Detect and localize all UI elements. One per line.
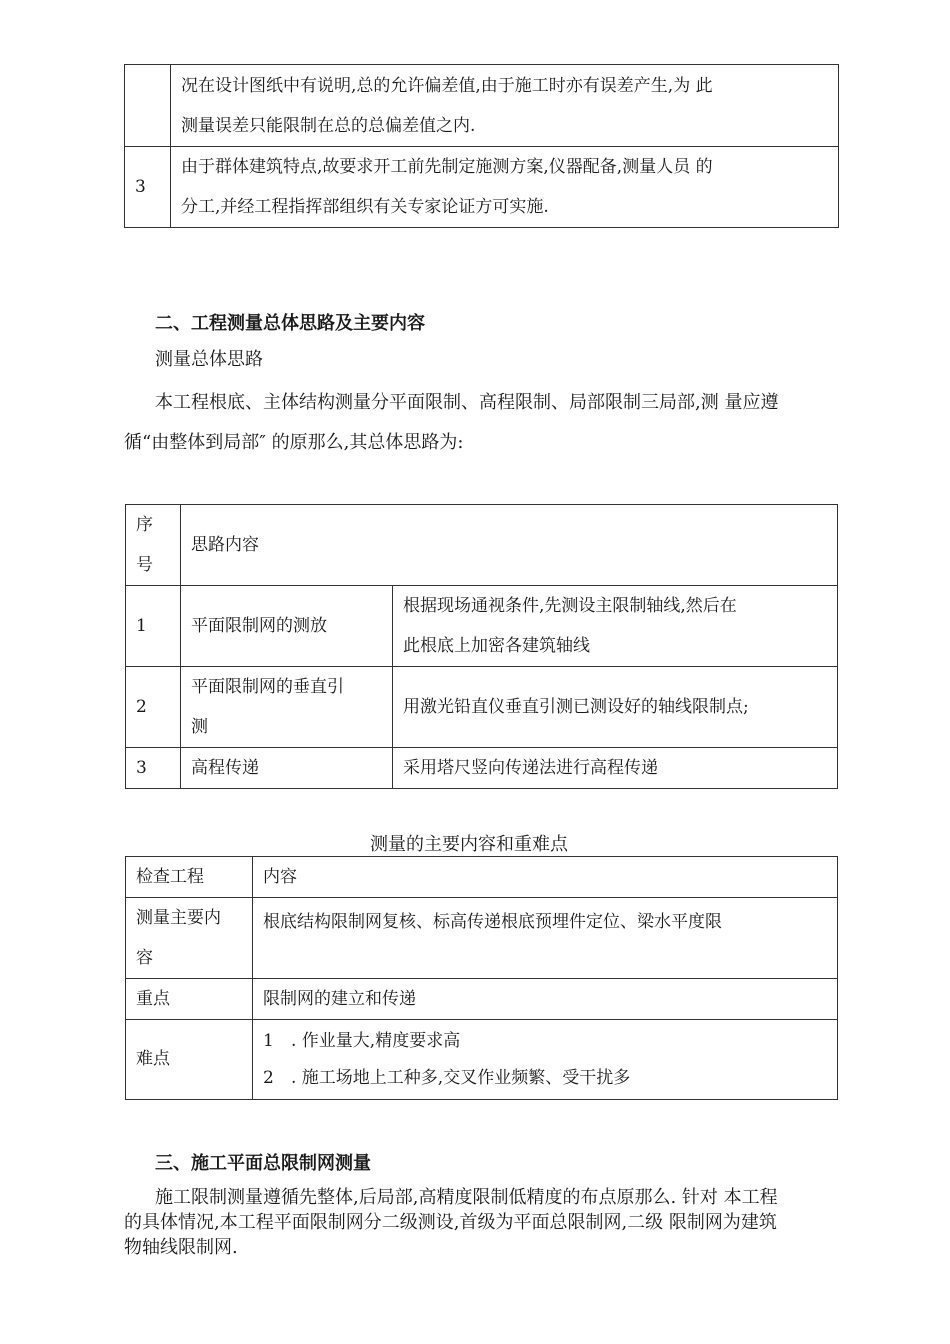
table-header-row xyxy=(126,505,838,586)
paragraph-line: 物轴线限制网. xyxy=(124,1237,238,1258)
header-num-text: 序号 xyxy=(136,515,153,575)
text-line: 容 xyxy=(136,948,153,968)
row-desc xyxy=(393,586,838,667)
paragraph-line: 循“由整体到局部″ 的原那么,其总体思路为: xyxy=(124,432,464,453)
list-text: . 作业量大,精度要求高 xyxy=(291,1030,461,1051)
row-item: 高程传递 xyxy=(181,748,393,789)
table-row xyxy=(126,586,838,667)
header-content: 思路内容 xyxy=(181,505,838,586)
row-item: 重点 xyxy=(126,979,253,1020)
table-row xyxy=(126,1020,838,1100)
row-item xyxy=(181,667,393,748)
table-row xyxy=(126,748,838,789)
list-item xyxy=(263,1023,827,1060)
text-line: 测 xyxy=(191,717,208,737)
paragraph-line: 施工限制测量遵循先整体,后局部,高精度限制低精度的布点原那么. 针对 本工程 xyxy=(155,1187,778,1208)
row-number: 3 xyxy=(126,748,181,789)
table-row xyxy=(125,65,839,147)
row-item: 难点 xyxy=(126,1020,253,1100)
row-text xyxy=(171,65,839,147)
text-line: 测量误差只能限制在总的总偏差值之内. xyxy=(181,115,476,136)
paragraph-line: 的具体情况,本工程平面限制网分二级测设,首级为平面总限制网,二级 限制网为建筑 xyxy=(124,1212,777,1233)
row-number xyxy=(125,65,171,147)
text-line: 平面限制网的垂直引 xyxy=(191,677,344,697)
section-heading: 三、施工平面总限制网测量 xyxy=(155,1153,371,1174)
top-table xyxy=(124,64,839,228)
text-line: 分工,并经工程指挥部组织有关专家论证方可实施. xyxy=(181,197,549,217)
text-line: 况在设计图纸中有说明,总的允许偏差值,由于施工时亦有误差产生,为 此 xyxy=(181,75,713,96)
text-line: 根据现场通视条件,先测设主限制轴线,然后在 xyxy=(403,596,737,616)
content-table xyxy=(125,856,838,1100)
list-text: . 施工场地上工种多,交叉作业频繁、受干扰多 xyxy=(291,1067,631,1088)
list-number: 1 xyxy=(263,1030,274,1051)
text-line: 测量主要内 xyxy=(136,908,221,928)
text-line: 此根底上加密各建筑轴线 xyxy=(403,636,590,656)
row-number: 2 xyxy=(126,667,181,748)
row-desc: 采用塔尺竖向传递法进行高程传递 xyxy=(393,748,838,789)
sub-heading: 测量总体思路 xyxy=(155,349,263,370)
text-line: 由于群体建筑特点,故要求开工前先制定施测方案,仪器配备,测量人员 的 xyxy=(181,157,713,177)
paragraph-line: 本工程根底、主体结构测量分平面限制、高程限制、局部限制三局部,测 量应遵 xyxy=(155,392,779,413)
row-number: 3 xyxy=(125,147,171,228)
list-number: 2 xyxy=(263,1067,274,1088)
row-content xyxy=(253,898,838,979)
row-text xyxy=(171,147,839,228)
table-row xyxy=(125,147,839,228)
header-content: 内容 xyxy=(253,857,838,898)
header-num xyxy=(126,505,181,586)
row-number: 1 xyxy=(126,586,181,667)
text-line: 根底结构限制网复核、标高传递根底预埋件定位、梁水平度限 xyxy=(263,912,722,932)
table-header-row xyxy=(126,857,838,898)
list-item xyxy=(263,1060,827,1097)
table-row xyxy=(126,898,838,979)
row-content xyxy=(253,1020,838,1100)
header-item: 检查工程 xyxy=(126,857,253,898)
row-content: 限制网的建立和传递 xyxy=(253,979,838,1020)
table-row xyxy=(126,979,838,1020)
idea-table xyxy=(125,504,838,789)
row-item xyxy=(126,898,253,979)
table-row xyxy=(126,667,838,748)
row-item: 平面限制网的测放 xyxy=(181,586,393,667)
section-heading: 二、工程测量总体思路及主要内容 xyxy=(155,313,425,334)
row-desc: 用激光铅直仪垂直引测已测设好的轴线限制点; xyxy=(393,667,838,748)
table-caption: 测量的主要内容和重难点 xyxy=(370,834,568,855)
